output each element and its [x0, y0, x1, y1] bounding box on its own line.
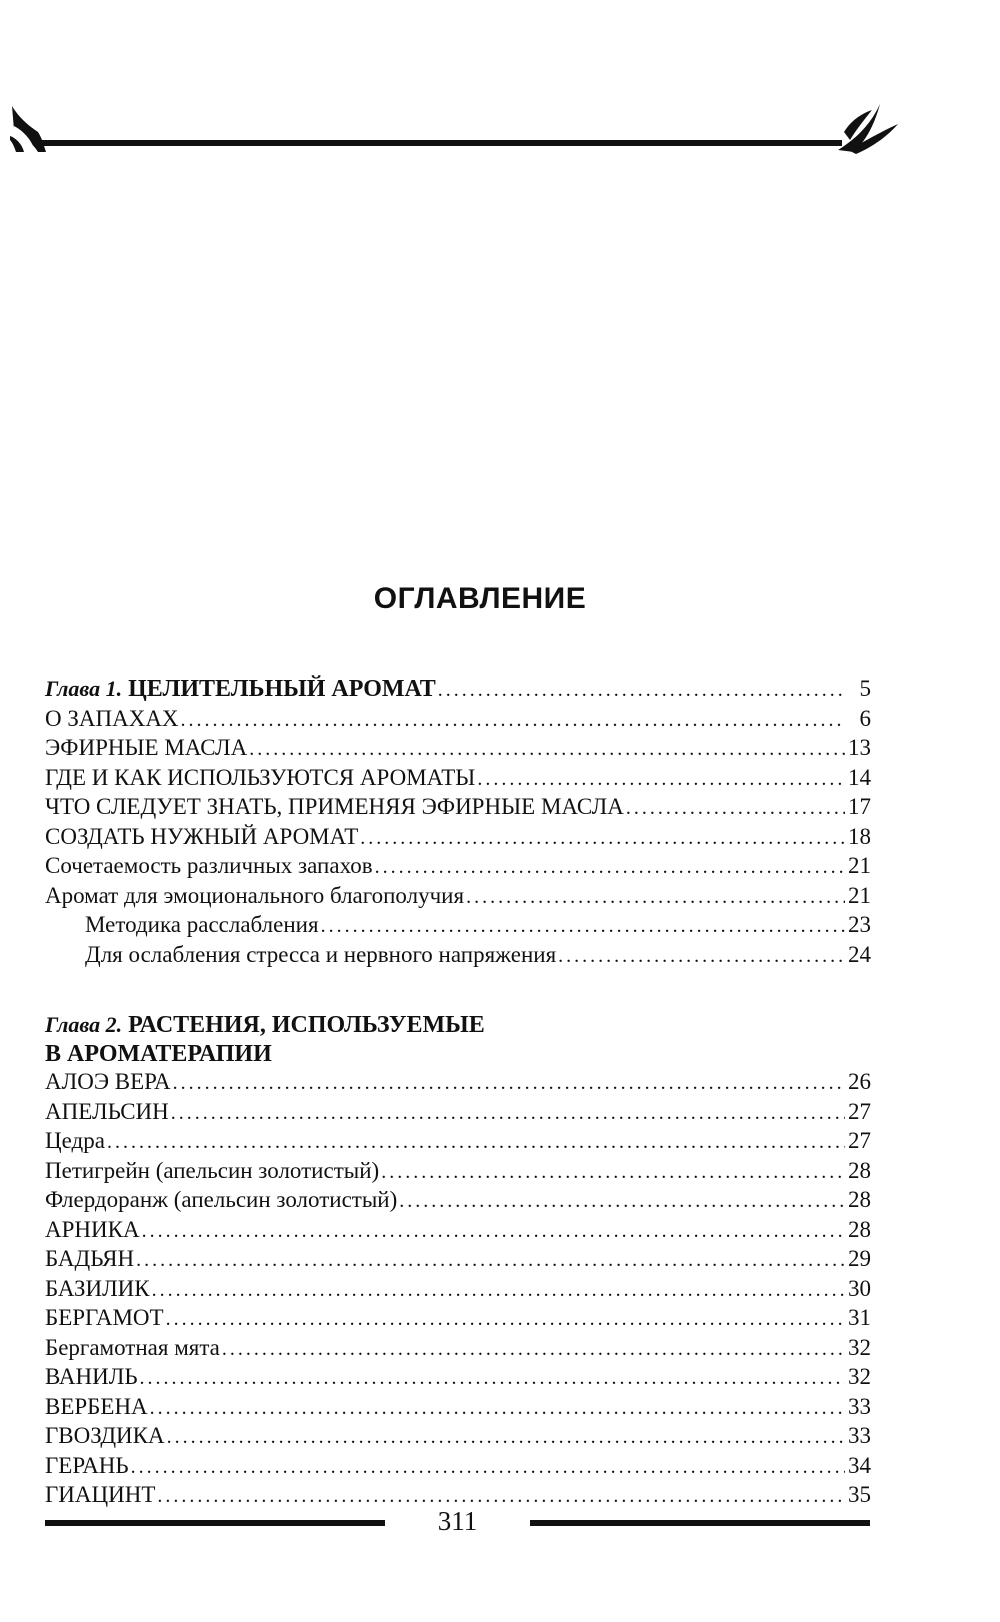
leader-dots	[477, 768, 845, 791]
leader-dots	[150, 1397, 845, 1420]
leader-dots	[375, 856, 845, 879]
toc-entry-title: ВЕРБЕНА	[45, 1393, 148, 1419]
chapter-2-heading[interactable]	[45, 1010, 871, 1069]
toc-entry[interactable]	[45, 765, 871, 795]
toc-entry-page: 26	[848, 1069, 871, 1094]
toc-entry[interactable]	[45, 1453, 871, 1483]
toc-entry[interactable]	[45, 1394, 871, 1424]
leader-dots	[399, 1190, 845, 1213]
toc-entry-page: 21	[848, 882, 871, 908]
chapter-1-label: Глава 1.	[45, 676, 123, 701]
page-number: 311	[437, 1506, 478, 1536]
chapter-2-title-line-2: В АРОМАТЕРАПИИ	[45, 1041, 272, 1067]
toc-entry[interactable]	[45, 1217, 871, 1247]
toc-entry-page: 35	[848, 1482, 871, 1507]
toc-entry[interactable]	[45, 883, 871, 913]
toc-entry[interactable]	[45, 1305, 871, 1335]
leader-dots	[107, 1131, 845, 1154]
leader-dots	[381, 1161, 845, 1184]
leader-dots	[558, 945, 845, 968]
toc-entry[interactable]	[45, 706, 871, 736]
toc-entry-page: 32	[848, 1364, 871, 1389]
toc-entry[interactable]	[45, 1276, 871, 1306]
leader-dots	[136, 1249, 845, 1272]
leaf-ornament-right-icon	[838, 104, 898, 154]
leader-dots	[222, 1338, 845, 1361]
toc-entry-page: 32	[848, 1334, 871, 1360]
leader-dots	[131, 1456, 845, 1479]
toc-entry-title: ГДЕ И КАК ИСПОЛЬЗУЮТСЯ АРОМАТЫ	[45, 764, 476, 790]
toc-entry[interactable]	[45, 1423, 871, 1453]
header-rule-line	[42, 140, 842, 146]
toc-entry-title: ГВОЗДИКА	[45, 1423, 165, 1448]
chapter-2-section	[45, 1010, 871, 1512]
toc-entry-page: 23	[848, 912, 871, 937]
toc-entry-title: Петигрейн (апельсин золотистый)	[45, 1157, 380, 1183]
toc-entry[interactable]	[45, 735, 871, 765]
toc-entry-page: 28	[848, 1187, 871, 1212]
toc-entry-title: Флердоранж (апельсин золотистый)	[45, 1187, 398, 1212]
toc-entry-title: АЛОЭ ВЕРА	[45, 1069, 171, 1094]
toc-entry[interactable]	[45, 1128, 871, 1158]
toc-entry[interactable]	[45, 1158, 871, 1188]
toc-entry[interactable]	[45, 1246, 871, 1276]
toc-heading: ОГЛАВЛЕНИЕ	[373, 582, 587, 615]
toc-entry[interactable]	[45, 1187, 871, 1217]
toc-entry-title: АПЕЛЬСИН	[45, 1098, 169, 1124]
toc-entry-title: ГЕРАНЬ	[45, 1452, 129, 1478]
toc-entry-title: Бергамотная мята	[45, 1334, 220, 1360]
leader-dots	[181, 709, 845, 732]
toc-entry-title: ГИАЦИНТ	[45, 1482, 156, 1507]
leader-dots	[466, 886, 845, 909]
chapter-1-section	[45, 676, 871, 971]
toc-entry-title: О ЗАПАХАХ	[45, 705, 179, 731]
leader-dots	[438, 679, 845, 702]
chapter-1-title: ЦЕЛИТЕЛЬНЫЙ АРОМАТ	[128, 676, 436, 702]
toc-entry-page: 28	[848, 1157, 871, 1183]
toc-entry-title: АРНИКА	[45, 1216, 140, 1242]
toc-entry-page: 28	[848, 1216, 871, 1242]
toc-entry[interactable]	[45, 1335, 871, 1365]
toc-entry-title: БАЗИЛИК	[45, 1275, 150, 1301]
toc-entry-page: 27	[848, 1128, 871, 1153]
chapter-1-page: 5	[859, 676, 871, 701]
toc-entry-page: 13	[848, 735, 871, 760]
toc-entry-page: 21	[848, 853, 871, 878]
toc-entry-title: БЕРГАМОТ	[45, 1305, 164, 1330]
toc-entry-page: 33	[848, 1393, 871, 1419]
toc-entry-page: 24	[848, 941, 871, 967]
toc-entry-title: Методика расслабления	[85, 912, 319, 937]
leader-dots	[173, 1072, 845, 1095]
toc-entry-page: 17	[848, 794, 871, 819]
leader-dots	[142, 1220, 845, 1243]
toc-entry-title: СОЗДАТЬ НУЖНЫЙ АРОМАТ	[45, 823, 359, 849]
chapter-2-title-line-1: РАСТЕНИЯ, ИСПОЛЬЗУЕМЫЕ	[128, 1012, 485, 1038]
toc-entry-title: ЧТО СЛЕДУЕТ ЗНАТЬ, ПРИМЕНЯЯ ЭФИРНЫЕ МАСЛА	[45, 794, 624, 819]
toc-entry[interactable]	[45, 1069, 871, 1099]
toc-entry-title: Аромат для эмоционального благополучия	[45, 882, 465, 908]
footer-rule-left	[45, 1519, 385, 1527]
leader-dots	[157, 1485, 845, 1508]
toc-entry-page: 34	[848, 1452, 871, 1478]
toc-entry-page: 18	[848, 823, 871, 849]
toc-entry[interactable]	[45, 853, 871, 883]
toc-entry-page: 6	[859, 705, 871, 731]
toc-entry-page: 14	[848, 764, 871, 790]
footer-rule-right	[530, 1519, 870, 1527]
leader-dots	[626, 797, 845, 820]
toc-entry-page: 31	[848, 1305, 871, 1330]
toc-entry[interactable]	[45, 1099, 871, 1129]
toc-entry-title: Сочетаемость различных запахов	[45, 853, 373, 878]
leader-dots	[360, 827, 845, 850]
leader-dots	[249, 738, 845, 761]
toc-entry-page: 27	[848, 1098, 871, 1124]
toc-entry-title: ВАНИЛЬ	[45, 1364, 138, 1389]
toc-entry-title: ЭФИРНЫЕ МАСЛА	[45, 735, 248, 760]
toc-entry-title: Цедра	[45, 1128, 105, 1153]
chapter-1-heading-row[interactable]	[45, 676, 871, 706]
leader-dots	[140, 1367, 845, 1390]
toc-entry-page: 33	[848, 1423, 871, 1448]
leader-dots	[171, 1102, 845, 1125]
toc-entry[interactable]	[45, 1364, 871, 1394]
leader-dots	[166, 1308, 845, 1331]
header-ornament-rule	[8, 96, 928, 156]
leader-dots	[321, 915, 845, 938]
toc-entry-page: 29	[848, 1246, 871, 1271]
toc-entry[interactable]	[45, 824, 871, 854]
toc-entry-title: БАДЬЯН	[45, 1246, 135, 1271]
leader-dots	[152, 1279, 845, 1302]
leaf-ornament-left-icon	[10, 106, 46, 152]
chapter-2-label: Глава 2.	[45, 1012, 123, 1037]
toc-subentry[interactable]	[45, 942, 871, 972]
toc-entry-title: Для ослабления стресса и нервного напряжения	[85, 941, 557, 967]
toc-subentry[interactable]	[45, 912, 871, 942]
toc-entry[interactable]	[45, 794, 871, 824]
leader-dots	[167, 1426, 845, 1449]
toc-entry-page: 30	[848, 1275, 871, 1301]
